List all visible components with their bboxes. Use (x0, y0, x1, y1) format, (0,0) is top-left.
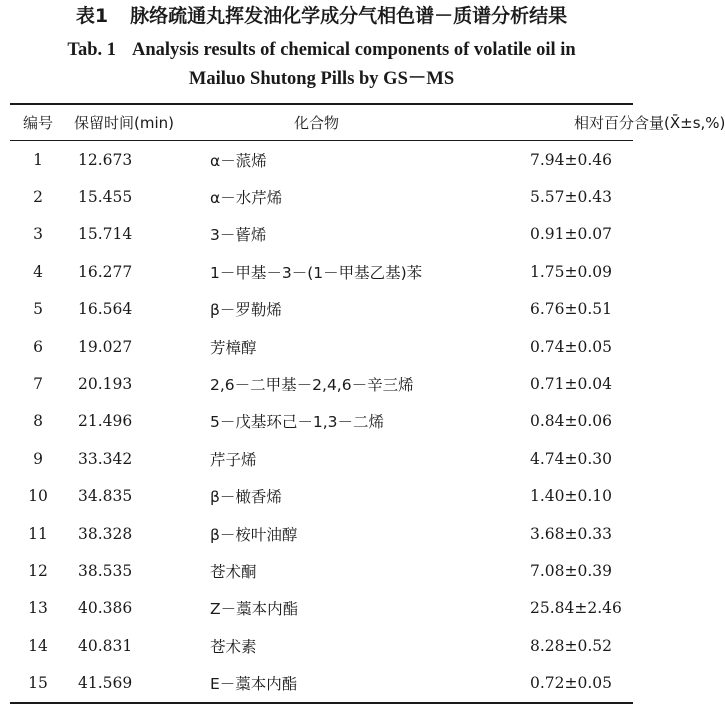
cell-retention-time: 19.027 (78, 337, 133, 356)
table-title-en-text1: Analysis results of chemical components of volatile oil in (132, 40, 576, 60)
table-row (10, 440, 633, 477)
cell-compound: β－桉叶油醇 (210, 525, 298, 544)
cell-content: 8.28±0.52 (530, 636, 613, 655)
cell-number: 13 (28, 599, 48, 618)
cell-retention-time: 41.569 (78, 674, 133, 693)
cell-retention-time: 15.455 (78, 188, 133, 207)
cell-number: 11 (28, 524, 48, 543)
table-row (10, 291, 633, 328)
table-title-en-line1 (0, 36, 643, 65)
table-title-en-line2: Mailuo Shutong Pills by GS－MS (188, 69, 455, 89)
cell-retention-time: 20.193 (78, 375, 133, 394)
cell-compound: 苍术酮 (210, 562, 257, 581)
cell-number: 14 (28, 636, 48, 655)
cell-number: 6 (33, 337, 43, 356)
cell-content: 7.94±0.46 (530, 150, 613, 169)
cell-retention-time: 38.535 (78, 561, 133, 580)
table-label-en: Tab. 1 (67, 40, 117, 60)
cell-content: 3.68±0.33 (530, 524, 613, 543)
data-table (10, 141, 633, 702)
cell-content: 4.74±0.30 (530, 449, 613, 468)
table-title-cn (0, 2, 643, 30)
table-row (10, 664, 633, 701)
cell-content: 1.40±0.10 (530, 487, 613, 506)
column-header-no: 编号 (22, 113, 53, 132)
table-row (10, 365, 633, 402)
cell-number: 8 (33, 412, 43, 431)
cell-content: 6.76±0.51 (530, 300, 613, 319)
cell-compound: 5－戊基环己－1,3－二烯 (210, 413, 385, 432)
table-row (10, 216, 633, 253)
cell-retention-time: 33.342 (78, 449, 133, 468)
cell-content: 25.84±2.46 (530, 599, 622, 618)
cell-content: 7.08±0.39 (530, 561, 613, 580)
table-row (10, 178, 633, 215)
cell-retention-time: 16.277 (78, 262, 133, 281)
column-header-retention-time: 保留时间(min) (74, 113, 174, 132)
cell-content: 0.72±0.05 (530, 674, 613, 693)
cell-content: 5.57±0.43 (530, 188, 613, 207)
cell-compound: 苍术素 (210, 637, 257, 656)
cell-number: 2 (33, 188, 43, 207)
cell-content: 0.71±0.04 (530, 375, 613, 394)
cell-compound: 芳樟醇 (210, 338, 257, 357)
table-label-cn: 表1 (75, 5, 109, 27)
column-header-content: 相对百分含量(X̄±s,%) (574, 113, 725, 132)
cell-number: 3 (33, 225, 43, 244)
table-title-en (0, 36, 643, 94)
cell-content: 0.84±0.06 (530, 412, 613, 431)
table-row (10, 478, 633, 515)
cell-retention-time: 34.835 (78, 487, 133, 506)
table-row (10, 515, 633, 552)
cell-retention-time: 40.831 (78, 636, 133, 655)
cell-compound: α－蒎烯 (210, 151, 267, 170)
table-row (10, 627, 633, 664)
cell-number: 10 (28, 487, 48, 506)
table-header (10, 104, 725, 140)
cell-compound: 1－甲基－3－(1－甲基乙基)苯 (210, 263, 423, 282)
cell-number: 7 (33, 375, 43, 394)
table-row (10, 552, 633, 589)
table-title-cn-text: 脉络疏通丸挥发油化学成分气相色谱－质谱分析结果 (130, 5, 568, 27)
table-row (10, 253, 633, 290)
cell-content: 0.91±0.07 (530, 225, 613, 244)
cell-compound: 2,6－二甲基－2,4,6－辛三烯 (210, 376, 414, 395)
table-bottom-rule (10, 702, 633, 704)
cell-compound: E－藁本内酯 (210, 675, 298, 694)
table-row (10, 590, 633, 627)
cell-content: 0.74±0.05 (530, 337, 613, 356)
cell-number: 1 (33, 150, 43, 169)
cell-retention-time: 38.328 (78, 524, 133, 543)
cell-retention-time: 40.386 (78, 599, 133, 618)
cell-retention-time: 12.673 (78, 150, 133, 169)
cell-compound: α－水芹烯 (210, 189, 283, 208)
cell-retention-time: 16.564 (78, 300, 133, 319)
cell-number: 4 (33, 262, 43, 281)
table-row (10, 141, 633, 178)
cell-number: 12 (28, 561, 48, 580)
cell-retention-time: 15.714 (78, 225, 133, 244)
cell-content: 1.75±0.09 (530, 262, 613, 281)
cell-number: 9 (33, 449, 43, 468)
table-row (10, 403, 633, 440)
column-header-compound: 化合物 (294, 113, 340, 132)
table-row (10, 328, 633, 365)
cell-number: 5 (33, 300, 43, 319)
header-row (10, 104, 633, 140)
cell-compound: 芹子烯 (210, 450, 257, 469)
cell-compound: β－橄香烯 (210, 488, 282, 507)
cell-retention-time: 21.496 (78, 412, 133, 431)
cell-number: 15 (28, 674, 48, 693)
cell-compound: β－罗勒烯 (210, 301, 282, 320)
cell-compound: 3－蒈烯 (210, 226, 267, 245)
cell-compound: Z－藁本内酯 (210, 600, 299, 619)
